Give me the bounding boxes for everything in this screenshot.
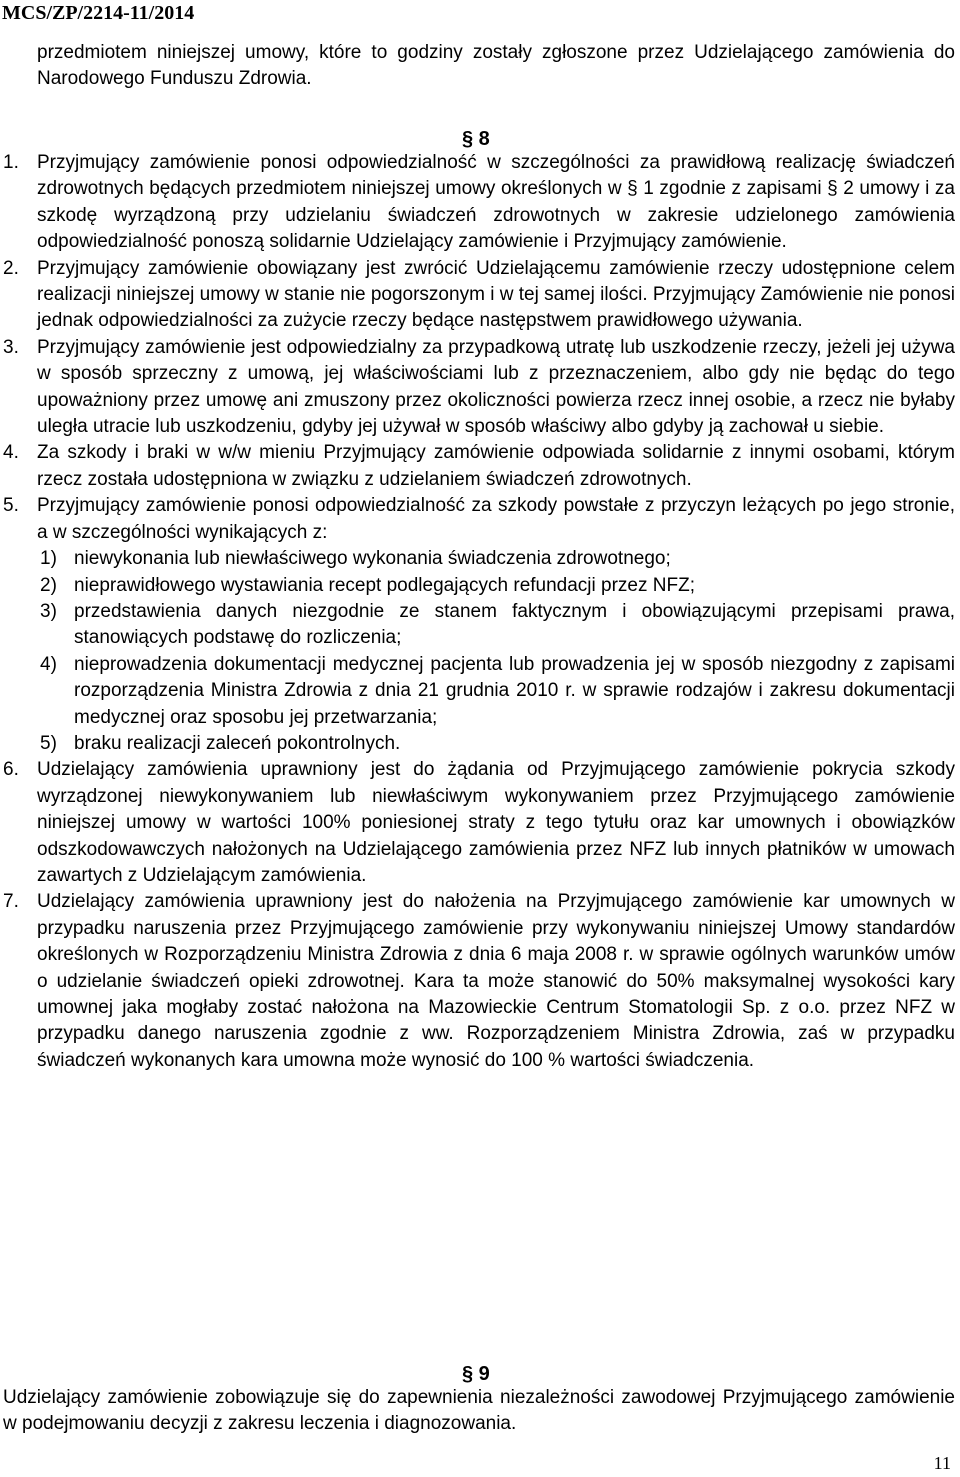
item-text: Przyjmujący zamówienie jest odpowiedzialny za przypadkową utratę lub uszkodzenie rzeczy, jeżeli jej używa w sposób sprzeczny z umową, jej właściwościami lub z przeznaczeniem, albo gdy nie będąc do tego upoważniony przez umowę ani zmuszony przez okoliczności powierza rzecz innej osobie, a rzecz nie byłaby uległa utracie lub uszkodzeniu, gdyby jej używał w sposób właściwy albo gdyby ją zachował u siebie. bbox=[37, 336, 955, 438]
list-item bbox=[3, 256, 955, 335]
list-item bbox=[3, 889, 955, 1074]
item-text: Udzielający zamówienia uprawniony jest do żądania od Przyjmującego zamówienie pokrycia szkody wyrządzonej niewykonywaniem lub niewłaściwym wykonywaniem przez Przyjmującego zamówienie niniejszej umowy w wartości 100% poniesionej straty z tego tytułu oraz kar umownych i obowiązków odszkodowawczych nałożonych na Udzielającego zamówienia przez NFZ lub innych płatników w umowach zawartych z Udzielającym zamówienia. bbox=[37, 759, 955, 886]
item-text: Za szkody i braki w w/w mieniu Przyjmujący zamówienie odpowiada solidarnie z innymi osobami, którym rzecz została udostępniona w związku z udzielaniem świadczeń zdrowotnych. bbox=[37, 442, 955, 490]
item-number: 4. bbox=[3, 442, 19, 464]
item-number: 5. bbox=[3, 495, 19, 517]
section-8-heading: § 8 bbox=[462, 128, 490, 150]
item-number: 1. bbox=[3, 152, 19, 173]
list-item bbox=[3, 757, 955, 889]
sub-item-number: 3) bbox=[40, 600, 57, 622]
sub-item-text: przedstawienia danych niezgodnie ze stanem faktycznym i obowiązującymi przepisami prawa, stanowiących podstawę do rozliczenia; bbox=[74, 600, 955, 649]
sub-item-number: 5) bbox=[40, 732, 57, 754]
sub-item-number: 1) bbox=[40, 548, 57, 570]
sub-list-item bbox=[3, 652, 955, 731]
item-text: Przyjmujący zamówienie ponosi odpowiedzialność w szczególności za prawidłową realizację świadczeń zdrowotnych będących przedmiotem niniejszej umowy określonych w § 1 zgodnie z zapisami § 2 umowy i za szkodę wyrządzoną przy udzielaniu świadczeń zdrowotnych w zakresie udzielonego zamówienia odpowiedzialność ponoszą solidarnie Udzielający zamówienie i Przyjmujący zamówienie. bbox=[37, 152, 955, 253]
item-number: 3. bbox=[3, 336, 19, 358]
sub-item-number: 4) bbox=[40, 653, 57, 675]
list-item bbox=[3, 440, 955, 493]
sub-item-text: nieprawidłowego wystawiania recept podlegających refundacji przez NFZ; bbox=[74, 574, 695, 596]
sub-list-item bbox=[3, 546, 955, 572]
sub-item-text: nieprowadzenia dokumentacji medycznej pacjenta lub prowadzenia jej w sposób niezgodny z zapisami rozporządzenia Ministra Zdrowia z dnia 21 grudnia 2010 r. w sprawie rodzajów i zakresu dokumentacji medycznej oraz sposobu jej przetwarzania; bbox=[74, 653, 955, 728]
list-item bbox=[3, 493, 955, 546]
item-text: Udzielający zamówienia uprawniony jest do nałożenia na Przyjmującego zamówienie kar umownych w przypadku naruszenia przez Przyjmującego zamówienie przy wykonywaniu niniejszej Umowy standardów określonych w Rozporządzeniu Ministra Zdrowia z dnia 6 maja 2008 r. w sprawie ogólnych warunków umów o udzielanie świadczeń opieki zdrowotnej. Kara ta może stanowić do 50% maksymalnej wysokości kary umownej jaka mogłaby zostać nałożona na Mazowieckie Centrum Stomatologii Sp. z o.o. przez NFZ w przypadku danego naruszenia zgodnie z ww. Rozporządzeniem Ministra Zdrowia, zaś w przypadku świadczeń wykonanych kara umowna może wynosić do 100 % wartości świadczenia. bbox=[37, 891, 955, 1071]
section-9-text: Udzielający zamówienie zobowiązuje się do zapewnienia niezależności zawodowej Przyjmującego zamówienie w podejmowaniu decyzji z zakresu leczenia i diagnozowania. bbox=[3, 1387, 955, 1435]
item-number: 2. bbox=[3, 257, 19, 279]
sub-list-item bbox=[3, 731, 955, 757]
section-9-paragraph bbox=[3, 1385, 955, 1438]
page-number: 11 bbox=[933, 1453, 951, 1473]
item-text: Przyjmujący zamówienie obowiązany jest zwrócić Udzielającemu zamówienie rzeczy udostępnione celem realizacji niniejszej umowy w stanie nie pogorszonym i w tej samej ilości. Przyjmujący Zamówienie nie ponosi jednak odpowiedzialności za zużycie rzeczy będące następstwem prawidłowego używania. bbox=[37, 257, 955, 332]
intro-text: przedmiotem niniejszej umowy, które to godziny zostały zgłoszone przez Udzielającego zamówienia do Narodowego Funduszu Zdrowia. bbox=[37, 42, 955, 90]
item-number: 6. bbox=[3, 759, 19, 781]
sub-list-item bbox=[3, 573, 955, 599]
sub-item-number: 2) bbox=[40, 574, 57, 596]
item-text: Przyjmujący zamówienie ponosi odpowiedzialność za szkody powstałe z przyczyn leżących po jego stronie, a w szczególności wynikających z: bbox=[37, 495, 955, 543]
sub-item-text: niewykonania lub niewłaściwego wykonania świadczenia zdrowotnego; bbox=[74, 548, 671, 570]
sub-item-text: braku realizacji zaleceń pokontrolnych. bbox=[74, 732, 401, 754]
sub-list-item bbox=[3, 599, 955, 652]
section-8-body bbox=[3, 150, 955, 1074]
list-item bbox=[3, 335, 955, 441]
document-reference: MCS/ZP/2214-11/2014 bbox=[2, 2, 195, 24]
intro-paragraph bbox=[37, 40, 955, 93]
section-9-heading: § 9 bbox=[462, 1363, 490, 1385]
item-number: 7. bbox=[3, 891, 19, 913]
list-item bbox=[3, 150, 955, 256]
